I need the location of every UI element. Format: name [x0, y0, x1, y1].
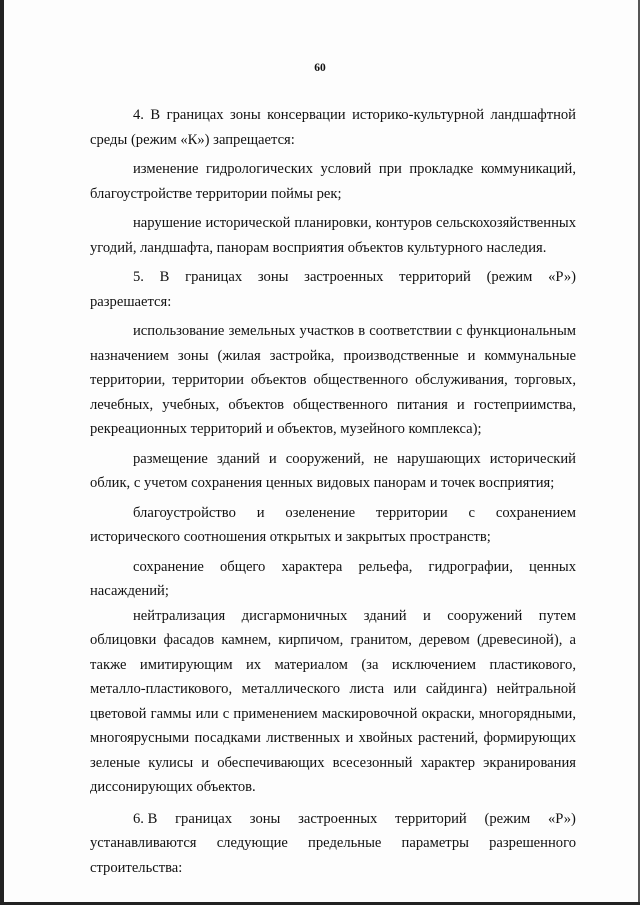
p6-word: параметры — [401, 835, 469, 851]
document-body — [90, 103, 576, 880]
paragraph-5-item-3: благоустройство и озеленение территории с сохранением исторического соотношения открытых и закрытых пространств; — [90, 504, 576, 545]
p6-word: устанавливаются — [90, 835, 197, 851]
p6-word: 6. В — [133, 810, 158, 827]
p6-word: «Р») — [547, 810, 576, 827]
page-number: 60 — [314, 62, 326, 74]
paragraph-6 — [90, 807, 576, 881]
paragraph-4-heading: 4. В границах зоны консервации историко-культурной ландшафтной среды (режим «К») запрещается: — [90, 107, 576, 148]
paragraph-5-heading: 5. В границах зоны застроенных территорий (режим «Р») разрешается: — [90, 269, 576, 310]
p6-word: зоны — [249, 810, 281, 827]
p6-word: предельные — [308, 835, 382, 851]
paragraph-4-item-1: изменение гидрологических условий при прокладке коммуникаций, благоустройстве территории поймы рек; — [90, 161, 576, 202]
p6-word: (режим — [484, 810, 531, 827]
p6-word: границах — [175, 810, 233, 827]
paragraph-6-line-2 — [90, 831, 576, 856]
p6-word: следующие — [216, 835, 288, 851]
scan-edge-left — [0, 0, 4, 905]
paragraph-5-item-2: размещение зданий и сооружений, не нарушающих исторический облик, с учетом сохранения ценных видовых панорам и точек восприятия; — [90, 450, 576, 491]
p6-word: разрешенного — [489, 835, 576, 851]
paragraph-6-line-1 — [90, 807, 576, 832]
paragraph-5-item-1: использование земельных участков в соответствии с функциональным назначением зоны (жилая застройка, производственные и коммунальные территории, территории объектов общественного обслуживания, торговых, лечебных, учебных, объектов общественного питания и гостеприимства, рекреационных территорий и объектов, музейного комплекса); — [90, 323, 576, 437]
p6-word: застроенных — [298, 810, 378, 827]
paragraph-4-item-2: нарушение исторической планировки, контуров сельскохозяйственных угодий, ландшафта, панорам восприятия объектов культурного наследия. — [90, 215, 576, 256]
paragraph-5-item-4: сохранение общего характера рельефа, гидрографии, ценных насаждений; — [90, 558, 576, 599]
paragraph-5-item-5: нейтрализация дисгармоничных зданий и сооружений путем облицовки фасадов камнем, кирпичом, гранитом, деревом (древесиной), а также имитирующим их материалом (за исключением пластикового, металло-пластикового, металлического листа или сайдинга) нейтральной цветовой гаммы или с применением маскировочной окраски, многорядными, многоярусными посадками лиственных и хвойных растений, формирующих зеленые кулисы и обеспечивающих всесезонный характер экранирования диссонирующих объектов. — [90, 607, 576, 795]
paragraph-6-line-3: строительства: — [90, 859, 183, 876]
p6-word: территорий — [395, 810, 467, 827]
